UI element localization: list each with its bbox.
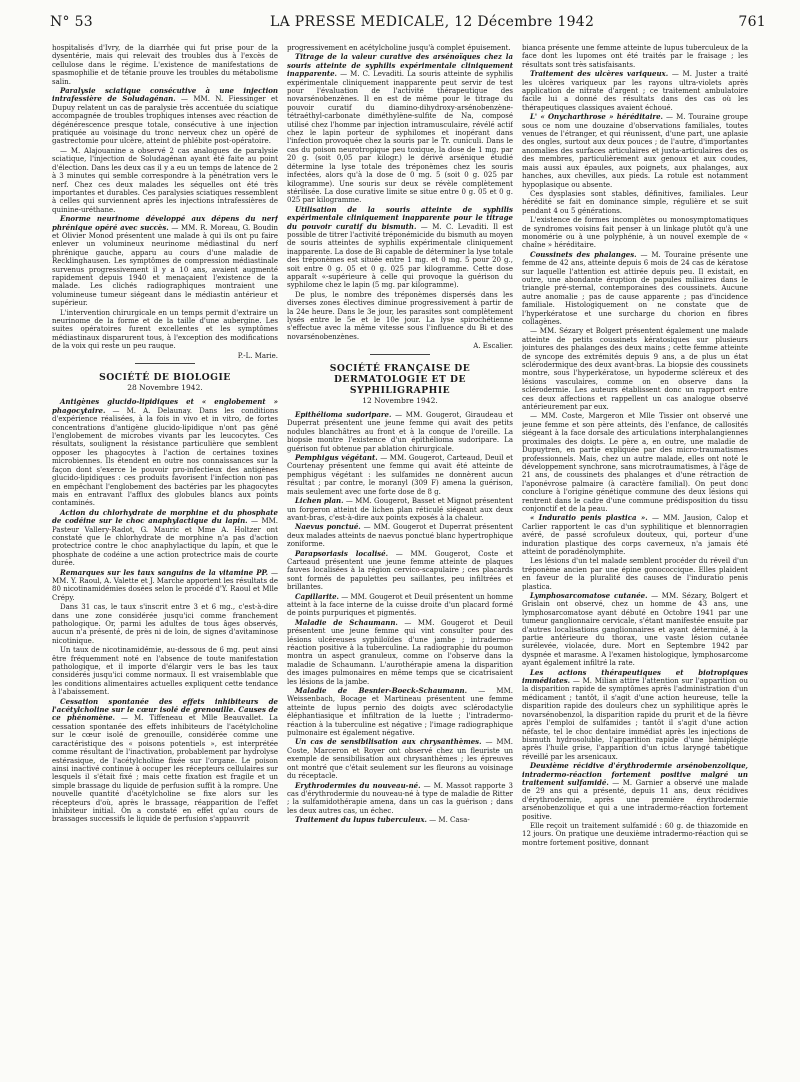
paragraph xyxy=(522,762,748,821)
article-heading: Titrage de la valeur curative des arsénoïques chez la souris atteinte de syphilis expérimentale cliniquement inapparente. xyxy=(287,52,513,79)
paragraph-text: — MM. Gougerot et Deuil présentent une jeune femme qui vint consulter pour des lésions ulcéreuses syphiloïdes d'une jambe ; intradermo-réaction positive à la tuberculine. La radiographie du poumon montra un aspect granuleux, comme on l'observe dans la maladie de Schaumann. L'aurothérapie amena la disparition des images pulmonaires en même temps que se cicatrisaient les lésions de la jambe. xyxy=(287,618,513,686)
page-header xyxy=(50,14,766,38)
paragraph xyxy=(522,514,748,556)
paragraph-text: — MM. Weissenbach, Bocage et Martineau présentent une femme atteinte de lupus pernio des doigts avec sclérodactylie éléphantiasique et infiltration de la luette ; l'intradermo-réaction à la tuberculine est négative ; l'image radiographique pulmonaire est également négative. xyxy=(287,687,513,738)
paragraph-text: — MM. Y. Raoul, A. Valette et J. Marche apportent les résultats de 80 nicotinamidémies dosées selon le procédé d'Y. Raoul et Mlle Crépy. xyxy=(52,568,278,602)
paragraph-text: Un taux de nicotinamidémie, au-dessous de 6 mg. peut ainsi être fréquemment noté en l'absence de toute manifestation pathologique, et il importe d'élargir vers le bas les taux considérés jusqu'ici comme normaux. Il est vraisemblable que les conditions alimentaires actuelles expliquent cette tendance à l'abaissement. xyxy=(52,646,278,697)
paragraph-text: — M. Garnier a observé une malade de 29 ans qui a présenté, depuis 11 ans, deux récidives d'érythrodermie, après une première érythrodermie arsénobenzolique et qui a une intradermo-réaction fortement positive. xyxy=(522,778,748,821)
article-heading: Maladie de Besnier-Boeck-Schaumann. xyxy=(295,686,468,696)
paragraph xyxy=(287,44,513,52)
paragraph-text: Dans 31 cas, le taux s'inscrit entre 3 et 6 mg., c'est-à-dire dans une zone considérée jusqu'ici comme franchement pathologique. Or, parmi les adultes de tous âges observés, aucun n'a présenté, de près ni de loin, de signes d'avitaminose nicotinique. xyxy=(52,603,278,645)
article-heading: Cessation spontanée des effets inhibiteurs de l'acétylcholine sur le cœur isolé de grenouille. Causes de ce phénomène. xyxy=(52,696,278,723)
society-title: SOCIÉTÉ FRANÇAISE DE DERMATOLOGIE ET DE SYPHILIGRAPHIE xyxy=(329,362,471,396)
paragraph xyxy=(522,822,748,847)
article-heading: Les actions thérapeutiques et biotropiques immédiates. xyxy=(522,667,748,686)
paragraph xyxy=(287,687,513,737)
paragraph-text: — MM. Pasteur Vallery-Radot, G. Mauric et Mme A. Holtzer ont constaté que le chlorhydrate de morphine n'a pas d'action protectrice contre le choc anaphylactique du lapin, et que le phosphate de codéine a une action protectrice mais de courte durée. xyxy=(52,517,278,568)
paragraph xyxy=(52,87,278,146)
paragraph-text: — MM. Gougerot, Basset et Mignot présentent un forgeron atteint de lichen plan réticulé siégeant aux deux avant-bras, c'est-à-dire aux points exposés à la chaleur. xyxy=(287,497,513,522)
paragraph xyxy=(287,593,513,618)
paragraph xyxy=(52,398,278,507)
paragraph xyxy=(52,215,278,307)
paragraph xyxy=(52,309,278,351)
paragraph-text: — MM. Gougerot, Giraudeau et Duperrat présentent une jeune femme qui avait des petits nodules blanchâtres au front et à la conque de l'oreille. La biopsie montre l'existence d'un épithélioma sudoripare. La guérison fut obtenue par ablation chirurgicale. xyxy=(287,411,513,453)
paragraph-text: — M. C. Levaditi. Il est possible de titrer l'activité tréponémicide du bismuth au moyen de souris atteintes de syphilis expérimentale cliniquement inapparente. La dose de Bi capable de déterminer la lyse totale des tréponèmes est située entre 1 mg. et 0 mg. 5 pour 20 g., soit entre 0 g. 05 et 0 g. 025 par kilogramme. Cette dose apparaît «-supérieure à celle qui provoque la guérison du syphilome chez le lapin (5 mg. par kilogramme). xyxy=(287,222,513,290)
paragraph-text: — M. Juster a traité les ulcères variqueux par les rayons ultra-violets après application de nitrate d'argent ; ce traitement ambulatoire facile lui a donné des résultats dans des cas où les thérapeutiques classiques avaient échoué. xyxy=(522,70,748,112)
article-heading: Antigènes glucido-lipidiques et « englobement » phagocytaire. xyxy=(52,397,278,415)
section-divider xyxy=(135,363,195,364)
section-divider xyxy=(370,354,430,355)
paragraph xyxy=(52,569,278,603)
column-right xyxy=(522,44,748,1074)
paragraph xyxy=(522,70,748,112)
article-heading: Lichen plan. xyxy=(295,496,344,506)
paragraph-text: — M. Touraine présente une femme de 42 ans, atteinte depuis 6 mois de 24 cas de kératose sur laquelle l'attention est attirée depuis peu. Il existait, en outre, une abondante éruption de papules miliaires dans le triangle pré-sternal, contemporaines des coussinets. Aucune autre anomalie ; pas de cause apparente ; pas d'incidence familiale. Histologiquement on ne constate que de l'hyperkératose et une surcharge du chorion en fibres collagènes. xyxy=(522,250,748,326)
paragraph xyxy=(287,411,513,453)
paragraph-text: — MM. Jausion, Calop et Carlier rapportent le cas d'un syphilitique et blennorragien avéré, de passé scrofuleux douteux, qui, porteur d'une induration plastique des corps caverneux, n'a jamais été atteint de poradénolymphite. xyxy=(522,514,748,556)
paragraph xyxy=(522,44,748,69)
article-heading: Pemphigus végétant. xyxy=(295,453,378,463)
article-heading: Traitement du lupus tuberculeux. xyxy=(295,815,427,825)
column-middle xyxy=(287,44,513,1074)
paragraph xyxy=(522,669,748,761)
article-heading: Paralysie sciatique consécutive à une injection intrafessière de Soludagénan. xyxy=(52,86,278,104)
paragraph-text: — MM. Gougerot, Coste et Carteaud présentent une jeune femme atteinte de plaques fauves localisées à la région cervico-scapulaire ; ces placards sont formés de papulettes peu saillantes, peu infiltrées et brillantes. xyxy=(287,549,513,592)
paragraph-text: Les lésions d'un tel malade semblent procéder du réveil d'un tréponème ancien par une épine gonococcique. Elles plaident en faveur de la pluralité des causes de l'induratio penis plastica. xyxy=(522,557,748,591)
paragraph-text: hospitalisés d'Ivry, de la diarrhée qui fut prise pour de la dysentérie, mais qui relevait des troubles dus à l'excès de cellulose dans le régime. L'existence de manifestations de spasmophilie et de tétanie prouve les troubles du métabolisme salin. xyxy=(52,44,278,86)
paragraph xyxy=(522,327,748,411)
article-heading: Utilisation de la souris atteinte de syphilis expérimentale cliniquement inapparente pour le titrage du pouvoir curatif du bismuth. xyxy=(287,204,513,231)
session-date: 28 Novembre 1942. xyxy=(127,383,203,393)
paragraph-text: — MM. Sézary et Bolgert présentent également une malade atteinte de petits coussinets kératosiques sur plusieurs jointures des phalanges des deux mains ; cette femme atteinte de syncope des extrémités depuis 9 ans, a de plus un état sclérodermique des deux avant-bras. La biopsie des coussinets montre, sous l'hyperkératose, un hypoderme scléreux et des lésions vasculaires, comme on en observe dans la sclérodermie. Les auteurs établissent donc un rapport entre ces deux affections et rappellent un cas analogue observé antérieurement par eux. xyxy=(522,327,748,412)
paragraph xyxy=(287,738,513,780)
paragraph-text: — M. C. Levaditi. La souris atteinte de syphilis expérimentale cliniquement inapparente peut servir de test pour l'évaluation de l'activité thérapeutique des novarsénobenzènes. Il en est de même pour le titrage du pouvoir curatif du diamino-dihydroxy-arsénobenzène-tétraéthyl-carbonate diméthylène-sulfite de Na, composé utilisé chez l'homme par injection intramusculaire, révélé actif chez le lapin porteur de syphilomes et inopérant dans l'infection provoquée chez la souris par le Tr. cuniculi. Dans le cas du poison neurotropique peu toxique, la dose de 1 mg. par 20 g. (soit 0,05 par kilogr.) le dérivé arsénique étudié détermine la lyse totale des tréponèmes chez les souris infectées, alors qu'à la dose de 0 mg. 5 (soit 0 g. 025 par kilogramme). Une souris sur deux se révèle complètement stérilisée. La dose curative limite se situe entre 0 g. 05 et 0 g. 025 par kilogramme. xyxy=(287,70,513,205)
column-left xyxy=(52,44,278,1074)
paragraph xyxy=(52,44,278,86)
paragraph-text: — M. Milian attire l'attention sur l'apparition ou la disparition rapide de symptômes après l'administration d'un médicament ; tantôt, il s'agit d'une action heureuse, telle la disparition rapide des douleurs chez un syphilitique après le novarsénobenzol, la disparition rapide du prurit et de la fièvre après l'emploi de sulfamides ; tantôt il s'agit d'une action néfaste, tel le choc dentaire immédiat après les injections de bismuth hydrosoluble, l'apparition rapide d'une hémiplégie après l'huile grise, l'apparition d'un ictus laryngé tabétique réveillé par les arsenicaux. xyxy=(522,677,748,761)
paragraph-text: — MM. R. Moreau, G. Boudin et Olivier Monod présentent une malade à qui ils ont pu faire enlever un volumineux neurinome médiastinal du nerf phrénique gauche, apparu au cours d'une maladie de Recklinghausen. Les symptômes de compression médiastinale survenus progressivement il y a 10 ans, avaient augmenté rapidement depuis 1940 et menaçaient l'existence de la malade. Les clichés radiographiques montraient une volumineuse tumeur siégeant dans le médiastin antérieur et supérieur. xyxy=(52,223,278,308)
paragraph xyxy=(522,190,748,215)
paragraph xyxy=(287,497,513,522)
paragraph-text: — M. Casa- xyxy=(426,816,470,825)
paragraph xyxy=(287,523,513,548)
article-heading: Maladie de Schaumann. xyxy=(295,617,398,627)
paragraph-text: — MM. Coste, Marceron et Royer ont observé chez un fleuriste un exemple de sensibilisation aux chrysanthèmes ; les épreuves ont montré que c'était seulement sur les fleurons au voisinage du réceptacle. xyxy=(287,738,513,781)
paragraph xyxy=(522,557,748,591)
paragraph-text: L'intervention chirurgicale en un temps permit d'extraire un neurinome de la forme et de la taille d'une aubergine. Les suites opératoires furent excellentes et les symptômes médiastinaux disparurent tous, à l'exception des modifications de la voix qui reste un peu rauque. xyxy=(52,308,278,351)
paragraph xyxy=(287,619,513,686)
article-heading: Enorme neurinome développé aux dépens du nerf phrénique opéré avec succès. xyxy=(52,214,278,232)
paragraph xyxy=(287,782,513,816)
paragraph xyxy=(287,550,513,592)
paragraph-text: — MM. Gougerot et Deuil présentent un homme atteint à la face interne de la cuisse droite d'un placard formé de points purpuriques et pigmentés. xyxy=(287,592,513,618)
paragraph xyxy=(52,698,278,824)
article-heading: Coussinets des phalanges. xyxy=(530,249,637,259)
article-heading: Lymphosarcomatose cutanée. xyxy=(530,591,648,600)
paragraph xyxy=(52,509,278,568)
paragraph-text: — M. Touraine groupe sous ce nom une douzaine d'observations familiales, toutes venues de l'étranger, et qui réunissent, d'une part, une aplasie des ongles, surtout aux deux pouces ; de l'autre, d'importantes anomalies des surfaces articulaires et juxta-articulaires des os des membres, particulièrement aux genoux et aux coudes, mais aussi aux épaules, aux poignets, aux phalanges, aux hanches, aux chevilles, aux pieds. La rotule est notamment hypoplasique ou absente. xyxy=(522,113,748,189)
journal-title: LA PRESSE MEDICALE, 12 Décembre 1942 xyxy=(270,14,595,30)
paragraph-text: L'existence de formes incomplètes ou monosymptomatiques de syndromes voisins fait penser à un linkage plutôt qu'à une monomérie ou à une polyphénie, à un nouvel exemple de « chaîne » héréditaire. xyxy=(522,216,748,250)
paragraph-text: — MM. Sézary, Bolgert et Grislain ont observé, chez un homme de 43 ans, une lymphosarcomatose ayant débuté en Octobre 1941 par une tumeur ganglionnaire cervicale, s'étant manifestée ensuite par d'autres localisations ganglionnaires et ayant déterminé, à la partie antérieure du thorax, une vaste lésion cutanée surélevée, violacée, dure. Mort en Septembre 1942 par dyspnée et marasme. A l'examen histologique, lymphosarcome ayant également infiltré la rate. xyxy=(522,592,748,668)
paragraph-text: — M. Tiffeneau et Mlle Beauvallet. La cessation spontanée des effets inhibiteurs de l'acétylcholine sur le cœur isolé de grenouille, considérée comme une caractéristique des « poisons potentiels », est interprétée comme résultant de l'inactivation, probablement par hydrolyse estérasique, de l'acétylcholine fixée sur l'organe. Le poison ainsi inactivé continue à occuper les récepteurs cellulaires sur lesquels il s'était fixé ; mais cette fixation est fragile et un simple brassage du liquide de perfusion suffit à la rompre. Une nouvelle quantité d'acétylcholine se fixe alors sur les récepteurs d'où, après le brassage, réapparition de l'effet inhibiteur initial. On a constaté en effet qu'au cours de brassages successifs le liquide de perfusion s'appauvrit xyxy=(52,714,278,824)
paragraph-text: — M. Alajouanine a observé 2 cas analogues de paralysie sciatique, l'injection de Soludagénan ayant été faite au point d'élection. Dans les deux cas il y a eu un temps de latence de 2 à 3 minutes qui semble correspondre à la pénétration vers le nerf. Chez ces deux malades les séquelles ont été très importantes et durables. Ces paralysies sciatiques ressemblent à celles qui surviennent après les injections intrafessières de quinine-uréthane. xyxy=(52,146,278,214)
paragraph xyxy=(52,603,278,645)
paragraph xyxy=(287,206,513,290)
paragraph-text: De plus, le nombre des tréponèmes dispersés dans les diverses zones électives diminue progressivement à partir de la 24e heure. Dans le 3e jour, les parasites sont complètement lysés entre le 5e et le 10e jour. La lyse spirochétienne s'effectue avec la même vitesse sous l'influence du Bi et des novarsénobenzènes. xyxy=(287,290,513,341)
article-heading: Deuxième récidive d'érythrodermie arsénobenzolique, intradermo-réaction fortement positive malgré un traitement sulfamidé. xyxy=(522,761,748,787)
article-heading: « Induratio penis plastica ». xyxy=(530,513,648,523)
article-heading: Traitement des ulcères variqueux. xyxy=(530,69,669,79)
article-heading: Capillarite. xyxy=(295,591,339,601)
paragraph xyxy=(522,113,748,189)
paragraph xyxy=(287,291,513,341)
paragraph xyxy=(522,592,748,668)
article-heading: Un cas de sensibilisation aux chrysanthèmes. xyxy=(295,737,482,747)
paragraph-text: progressivement en acétylcholine jusqu'à complet épuisement. xyxy=(287,44,511,52)
article-heading: Parapsoriasis localisé. xyxy=(295,548,389,558)
paragraph-text: bianca présente une femme atteinte de lupus tuberculeux de la face dont les lupomes ont été traités par le fraisage ; les résultats sont très satisfaisants. xyxy=(522,44,748,69)
paragraph-text: — MM. Coste, Margeron et Mlle Tissier ont observé une jeune femme et son père atteints, dès l'enfance, de callosités siégeant à la face dorsale des articulations interphalangiennes proximales des doigts. Le père a, en outre, une maladie de Dupuytren, en partie expliquée par des micro-traumatismes professionnels. Mais, chez un autre malade, elles ont noté le développement synchrone, sans microtraumatismes, à l'âge de 21 ans, de coussinets des phalanges et d'une rétraction de l'aponévrose palmaire (à caractère familial). On peut donc conclure à l'origine génétique commune des deux lésions qui rentrent dans le cadre d'une commune prédisposition du tissu conjonctif et de la peau. xyxy=(522,412,748,513)
article-heading: L' « Onycharthrose » héréditaire. xyxy=(530,112,663,122)
paragraph-text: Ces dysplasies sont stables, définitives, familiales. Leur hérédité se fait en dominance simple, régulière et se suit pendant 4 ou 5 générations. xyxy=(522,189,748,215)
author-signature: A. Escalier. xyxy=(473,342,513,351)
paragraph-text: — M. Massot rapporte 3 cas d'érythrodermie du nouveau-né à type de maladie de Ritter ; la sulfamidothérapie amena, dans un cas la guérison ; dans les deux autres cas, un échec. xyxy=(287,781,513,815)
article-heading: Epithélioma sudoripare. xyxy=(295,410,392,420)
paragraph-text: — M. A. Delaunay. Dans les conditions d'expérience réalisées, à la fois in vivo et in vitro, de fortes concentrations d'antigène glucido-lipidique n'ont pas gêné l'englobement de microbes vivants par les leucocytes. Ces résultats, soulignent la résistance particulière que semblent opposer les phagocytes à l'action de certaines toxines microbiennes. Ils étendent en outre nos connaissances sur la façon dont s'exerce le pouvoir pro-infectieux des antigènes glucido-lipidiques : ces produits favorisent l'infection non pas en empêchant l'englobement des bactéries par les phagocytes mais en entravant l'afflux des globules blancs aux points contaminés. xyxy=(52,406,278,508)
author-signature: P.-L. Marie. xyxy=(237,351,278,360)
paragraph xyxy=(522,251,748,327)
page-number: 761 xyxy=(738,14,766,30)
session-date: 12 Novembre 1942. xyxy=(362,395,438,405)
paragraph xyxy=(522,216,748,250)
paragraph xyxy=(287,454,513,496)
article-heading: Remarques sur les taux sanguins de la vitamine PP. xyxy=(60,567,269,577)
paragraph-text: — MM. Gougerot, Carteaud, Deuil et Courtenay présentent une femme qui avait été atteinte de pemphigus végétant : les sulfamides ne donnèrent aucun résultat ; par contre, le moranyl (309 F) amena la guérison, mais seulement avec une forte dose de 8 g. xyxy=(287,454,513,496)
paragraph xyxy=(52,646,278,696)
paragraph xyxy=(522,412,748,513)
article-heading: Erythrodermies du nouveau-né. xyxy=(295,780,421,790)
issue-number: N° 53 xyxy=(50,14,94,30)
paragraph xyxy=(287,53,513,204)
article-heading: Action du chlorhydrate de morphine et du phosphate de codéine sur le choc anaphylactique du lapin. xyxy=(52,507,278,526)
society-title: SOCIÉTÉ DE BIOLOGIE xyxy=(99,372,231,384)
paragraph-text: — MM. Gougerot et Duperrat présentent deux malades atteints de naevus ponctué blanc hypertrophique zoniforme. xyxy=(287,523,513,549)
paragraph xyxy=(52,147,278,214)
paragraph-text: Elle reçoit un traitement sulfamidé : 60 g. de thiazomide en 12 jours. On pratique une deuxième intradermo-réaction qui se montre fortement positive, donnant xyxy=(522,821,748,847)
paragraph-text: — MM. N. Fiessinger et Dupuy relatent un cas de paralysie très accentuée du sciatique accompagnée de troubles trophiques intenses avec réaction de dégénérescence presque totale, consécutive à une injection pratiquée au voisinage du tronc nerveux chez un opéré de gastrectomie pour ulcère, atteint de phlébite post-opératoire. xyxy=(52,95,278,146)
paragraph xyxy=(287,816,513,824)
article-heading: Naevus ponctué. xyxy=(295,522,361,532)
